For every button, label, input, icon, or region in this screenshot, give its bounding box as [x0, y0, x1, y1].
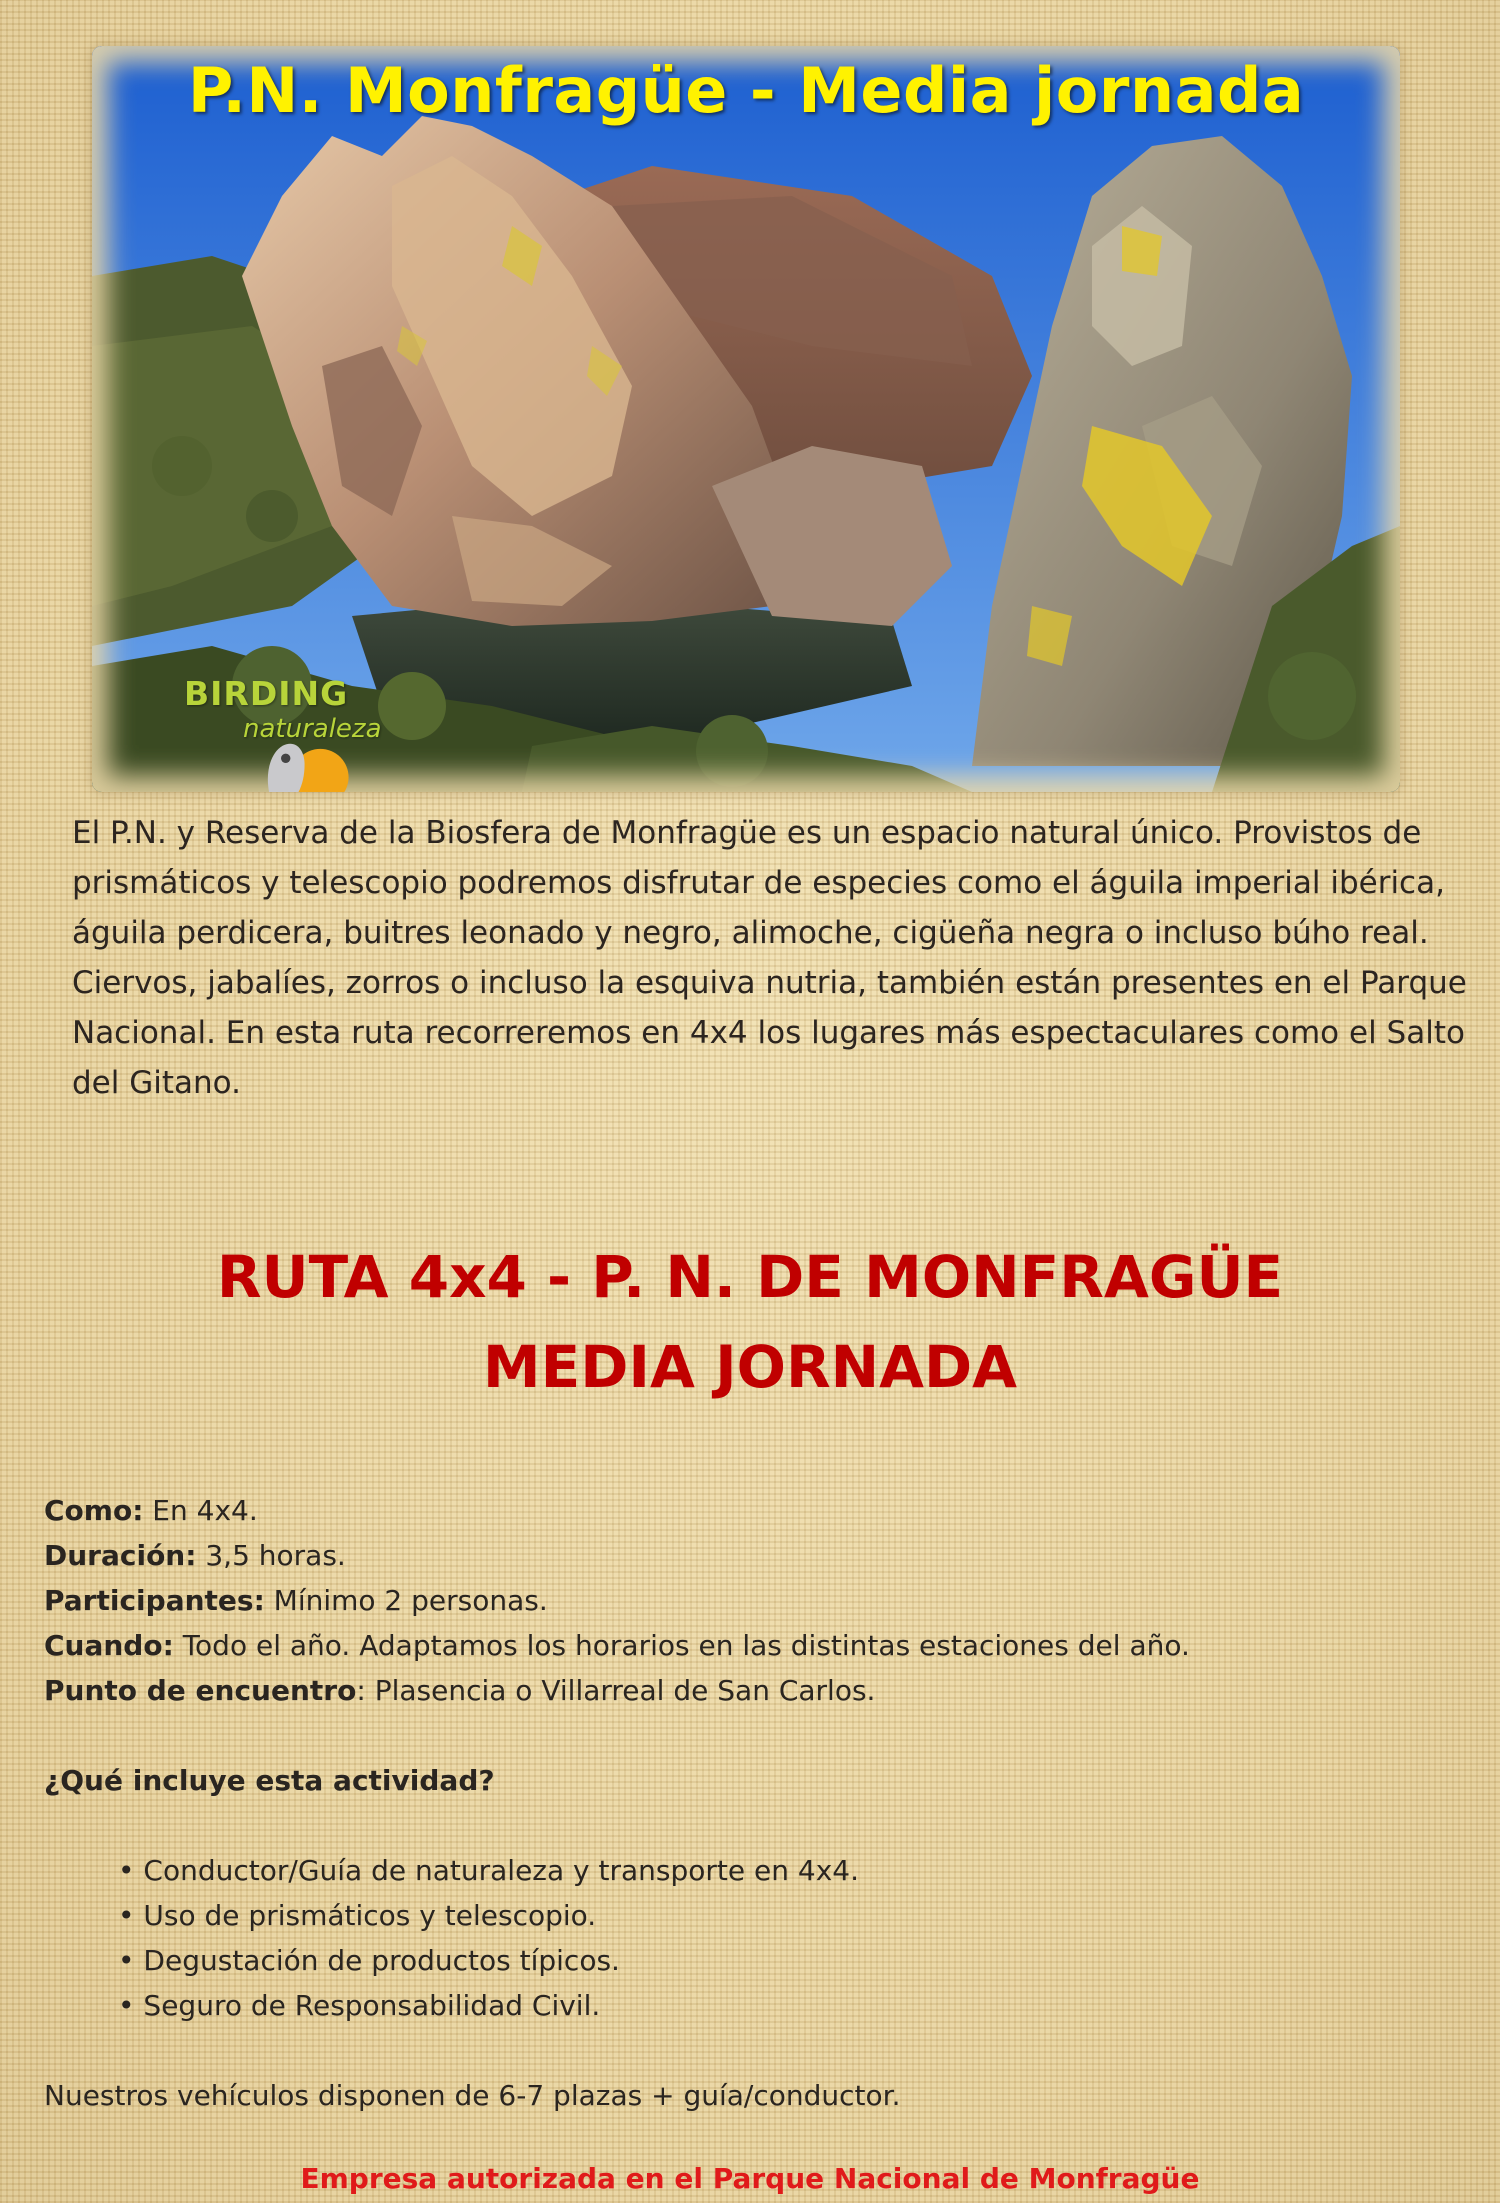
detail-row-cuando	[44, 1623, 1464, 1668]
route-heading	[0, 1232, 1500, 1412]
detail-label: Cuando:	[44, 1629, 174, 1662]
vehicles-note: Nuestros vehículos disponen de 6-7 plazas + guía/conductor.	[44, 2079, 901, 2112]
route-heading-line2: MEDIA JORNADA	[482, 1333, 1018, 1401]
activity-details	[44, 1488, 1464, 2118]
detail-value: : Plasencia o Villarreal de San Carlos.	[356, 1674, 876, 1707]
list-item: • Seguro de Responsabilidad Civil.	[118, 1983, 1464, 2028]
list-item: • Degustación de productos típicos.	[118, 1938, 1464, 1983]
list-item: • Uso de prismáticos y telescopio.	[118, 1893, 1464, 1938]
detail-value: En 4x4.	[143, 1494, 258, 1527]
includes-heading: ¿Qué incluye esta actividad?	[44, 1764, 495, 1797]
detail-row-como	[44, 1488, 1464, 1533]
detail-row-participantes	[44, 1578, 1464, 1623]
detail-value: Todo el año. Adaptamos los horarios en las distintas estaciones del año.	[173, 1629, 1190, 1662]
detail-row-duracion	[44, 1533, 1464, 1578]
includes-list	[44, 1848, 1464, 2028]
hero-photo	[92, 46, 1400, 792]
list-item: • Conductor/Guía de naturaleza y transporte en 4x4.	[118, 1848, 1464, 1893]
detail-value: 3,5 horas.	[196, 1539, 346, 1572]
logo-word-naturaleza: naturaleza	[243, 714, 382, 744]
detail-value: Mínimo 2 personas.	[264, 1584, 548, 1617]
detail-label: Duración:	[44, 1539, 197, 1572]
detail-label: Como:	[44, 1494, 144, 1527]
detail-row-punto-encuentro	[44, 1668, 1464, 1713]
detail-label: Punto de encuentro	[44, 1674, 357, 1707]
route-heading-line1: RUTA 4x4 - P. N. DE MONFRAGÜE	[216, 1243, 1284, 1311]
hero-title: P.N. Monfragüe - Media jornada	[187, 54, 1305, 127]
detail-label: Participantes:	[44, 1584, 265, 1617]
birding-naturaleza-logo	[138, 672, 388, 782]
logo-word-birding: BIRDING	[184, 674, 349, 713]
intro-paragraph: El P.N. y Reserva de la Biosfera de Monfragüe es un espacio natural único. Provistos de prismáticos y telescopio podremos disfrutar de especies como el águila imperial ibérica, águila perdicera, buitres leonado y negro, alimoche, cigüeña negra o incluso búho real. Ciervos, jabalíes, zorros o incluso la esquiva nutria, también están presentes en el Parque Nacional. En esta ruta recorreremos en 4x4 los lugares más espectaculares como el Salto del Gitano.	[72, 815, 1467, 1101]
footer-authorization: Empresa autorizada en el Parque Nacional de Monfragüe	[300, 2162, 1200, 2195]
